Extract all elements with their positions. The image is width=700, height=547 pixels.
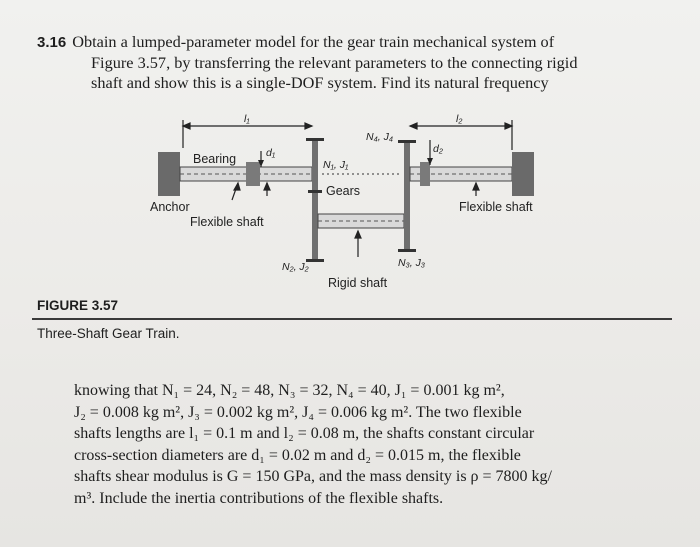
label-flexible-shaft-left: Flexible shaft [190, 215, 264, 229]
body-line-1: knowing that N₁ = 24, N₂ = 48, N₃ = 32, N₄ = 40, J₁ = 0.001 kg m², [74, 382, 505, 399]
gear-n1-n2 [312, 138, 318, 262]
bearing-right [420, 162, 430, 186]
label-flexible-shaft-right: Flexible shaft [459, 200, 533, 214]
anchor-block-left [158, 152, 180, 196]
body-line-2: J₂ = 0.008 kg m², J₃ = 0.002 kg m², J₄ = 0.006 kg m². The two flexible [74, 403, 522, 421]
label-n3-j3: N₃, J₃ [398, 257, 425, 269]
body-line-3: shafts lengths are l₁ = 0.1 m and l₂ = 0.08 m, the shafts constant circular [74, 425, 535, 443]
problem-body [74, 380, 664, 510]
label-l1: l₁ [244, 113, 250, 125]
caption-rule [32, 318, 672, 320]
bearing-left [246, 162, 260, 186]
body-line-6: m³. Include the inertia contributions of the flexible shafts. [74, 489, 444, 507]
body-line-4: cross-section diameters are d₁ = 0.02 m and d₂ = 0.015 m, the flexible [74, 446, 521, 464]
problem-number: 3.16 [37, 34, 67, 51]
label-rigid-shaft: Rigid shaft [328, 276, 388, 290]
label-d1: d₁ [266, 147, 276, 159]
label-bearing: Bearing [193, 152, 237, 166]
anchor-block-right [512, 152, 534, 196]
figure-caption: Three-Shaft Gear Train. [37, 326, 180, 341]
label-anchor: Anchor [150, 200, 190, 214]
body-line-5: shafts shear modulus is G = 150 GPa, and the mass density is ρ = 7800 kg/ [74, 468, 552, 486]
label-d2: d₂ [433, 143, 443, 155]
label-l2: l₂ [456, 113, 463, 125]
problem-line-2: Figure 3.57, by transferring the relevant parameters to the connecting rigid [91, 53, 578, 72]
gear-n3-n4 [404, 140, 410, 252]
label-n1-j1: N₁, J₁ [323, 159, 349, 171]
problem-line-3: shaft and show this is a single-DOF system. Find its natural frequency [91, 73, 549, 92]
label-gears: Gears [326, 184, 361, 198]
problem-line-1: 3.16 Obtain a lumped-parameter model for the gear train mechanical system of [37, 32, 555, 51]
label-n2-j2: N₂, J₂ [282, 261, 309, 273]
figure-caption-title: FIGURE 3.57 [37, 298, 119, 313]
label-n4-j4: N₄, J₄ [366, 131, 394, 143]
